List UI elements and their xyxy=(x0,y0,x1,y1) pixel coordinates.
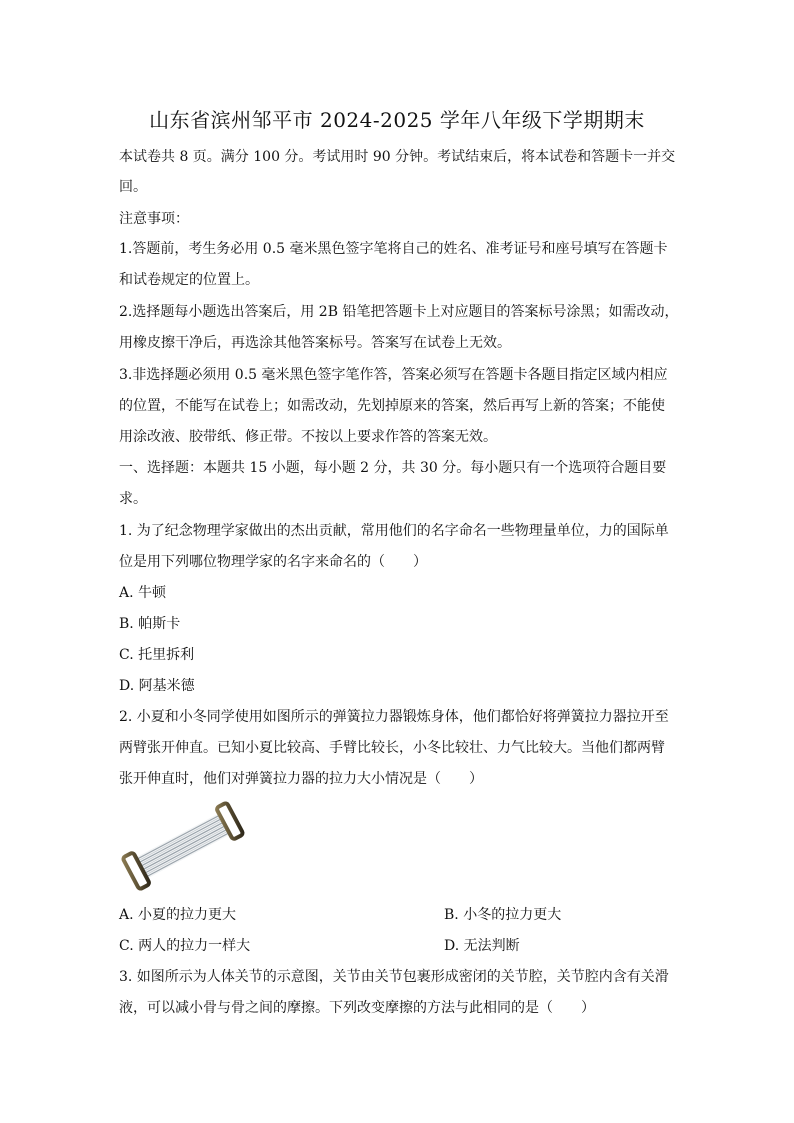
q2-stem-line: 两臂张开伸直。已知小夏比较高、手臂比较长，小冬比较壮、力气比较大。当他们都两臂 xyxy=(119,740,665,756)
q1-stem-line: 位是用下列哪位物理学家的名字来命名的（ ） xyxy=(119,554,427,570)
q2-option-d: D. 无法判断 xyxy=(444,938,520,954)
notice-line: 2.选择题每小题选出答案后，用 2B 铅笔把答题卡上对应题目的答案标号涂黑；如需改动， xyxy=(119,304,679,320)
q3-stem-line: 3. 如图所示为人体关节的示意图，关节由关节包裹形成密闭的关节腔，关节腔内含有关滑 xyxy=(119,969,669,985)
spring-exerciser-figure xyxy=(118,800,248,892)
notice-line: 用橡皮擦干净后，再选涂其他答案标号。答案写在试卷上无效。 xyxy=(119,335,511,351)
notice-line: 和试卷规定的位置上。 xyxy=(119,272,259,288)
notice-line: 的位置，不能写在试卷上；如需改动，先划掉原来的答案，然后再写上新的答案；不能使 xyxy=(119,398,665,414)
section-heading: 一、选择题：本题共 15 小题，每小题 2 分，共 30 分。每小题只有一个选项符合题目要 xyxy=(119,460,667,476)
q2-stem-line: 张开伸直时，他们对弹簧拉力器的拉力大小情况是（ ） xyxy=(119,771,483,787)
q2-option-b: B. 小冬的拉力更大 xyxy=(444,907,562,923)
q3-stem-line: 液，可以减小骨与骨之间的摩擦。下列改变摩擦的方法与此相同的是（ ） xyxy=(119,1000,595,1016)
q2-option-a: A. 小夏的拉力更大 xyxy=(119,907,237,923)
page-title: 山东省滨州邹平市 2024-2025 学年八年级下学期期末 xyxy=(149,108,645,132)
notice-line: 用涂改液、胶带纸、修正带。不按以上要求作答的答案无效。 xyxy=(119,429,497,445)
q1-option-c: C. 托里拆利 xyxy=(119,647,195,663)
section-heading-cont: 求。 xyxy=(119,491,147,507)
q2-option-c: C. 两人的拉力一样大 xyxy=(119,938,251,954)
q1-option-b: B. 帕斯卡 xyxy=(119,616,181,632)
intro-line-1: 本试卷共 8 页。满分 100 分。考试用时 90 分钟。考试结束后，将本试卷和答题卡一并交 xyxy=(119,149,676,165)
intro-line-2: 回。 xyxy=(119,179,147,195)
q1-option-a: A. 牛顿 xyxy=(119,585,167,601)
q1-option-d: D. 阿基米德 xyxy=(119,678,195,694)
notice-line: 1.答题前，考生务必用 0.5 毫米黑色签字笔将自己的姓名、准考证号和座号填写在答题卡 xyxy=(119,241,668,257)
notice-line: 3.非选择题必须用 0.5 毫米黑色签字笔作答，答案必须写在答题卡各题目指定区域内相应 xyxy=(119,367,668,383)
springs xyxy=(122,802,243,889)
q2-stem-line: 2. 小夏和小冬同学使用如图所示的弹簧拉力器锻炼身体，他们都恰好将弹簧拉力器拉开至 xyxy=(119,709,669,725)
notice-heading: 注意事项： xyxy=(119,211,189,227)
q1-stem-line: 1. 为了纪念物理学家做出的杰出贡献，常用他们的名字命名一些物理量单位，力的国际单 xyxy=(119,523,669,539)
